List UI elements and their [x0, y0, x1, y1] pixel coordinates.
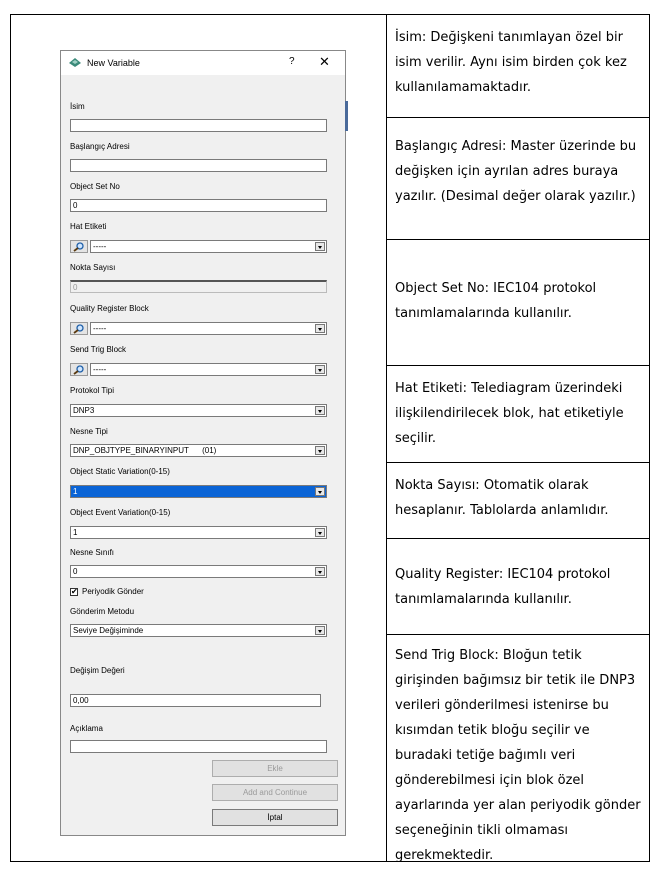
hat-etiketi-label: Hat Etiketi — [70, 222, 107, 231]
nesne-tipi-value: DNP_OBJTYPE_BINARYINPUT (01) — [73, 446, 217, 455]
event-variation-select[interactable] — [70, 526, 327, 539]
degisim-degeri-label: Değişim Değeri — [70, 666, 125, 675]
chevron-down-icon[interactable] — [315, 365, 325, 374]
hat-etiketi-value: ----- — [93, 242, 107, 251]
quality-register-label: Quality Register Block — [70, 304, 149, 313]
baslangic-adresi-label: Başlangıç Adresi — [70, 142, 130, 151]
chevron-down-icon[interactable] — [315, 626, 325, 635]
chevron-down-icon[interactable] — [315, 567, 325, 576]
protokol-tipi-select[interactable] — [70, 404, 327, 417]
hat-etiketi-select[interactable] — [90, 240, 327, 253]
iptal-button[interactable]: İptal — [212, 809, 338, 826]
chevron-down-icon[interactable] — [315, 528, 325, 537]
description-column — [387, 15, 649, 861]
periyodik-gonder-label: Periyodik Gönder — [82, 587, 144, 596]
background-window-edge — [345, 101, 348, 131]
dialog-title: New Variable — [87, 58, 140, 68]
isim-input[interactable] — [70, 119, 327, 132]
object-set-no-input[interactable]: 0 — [70, 199, 327, 212]
object-set-no-label: Object Set No — [70, 182, 120, 191]
nesne-tipi-select[interactable] — [70, 444, 327, 457]
baslangic-adresi-input[interactable] — [70, 159, 327, 172]
send-trig-label: Send Trig Block — [70, 345, 127, 354]
nesne-sinifi-select[interactable] — [70, 565, 327, 578]
description-nokta-sayisi — [387, 462, 649, 538]
gonderim-metodu-label: Gönderim Metodu — [70, 607, 135, 616]
new-variable-dialog — [60, 50, 346, 836]
nokta-sayisi-field: 0 — [70, 280, 327, 293]
add-and-continue-button[interactable]: Add and Continue — [212, 784, 338, 801]
app-icon — [69, 58, 81, 67]
description-isim — [387, 15, 649, 117]
chevron-down-icon[interactable] — [315, 406, 325, 415]
screenshot-cell — [11, 15, 387, 861]
description-baslangic-adresi — [387, 117, 649, 239]
hat-etiketi-search-button[interactable] — [70, 240, 88, 253]
ekle-button[interactable]: Ekle — [212, 760, 338, 777]
help-button[interactable]: ? — [289, 56, 295, 67]
periyodik-gonder-checkbox[interactable]: ✔ — [71, 587, 78, 596]
chevron-down-icon[interactable] — [315, 324, 325, 333]
quality-register-search-button[interactable] — [70, 322, 88, 335]
static-variation-select[interactable] — [70, 485, 327, 498]
description-text: Quality Register: IEC104 protokol tanımlamalarında kullanılır. — [395, 567, 611, 607]
description-text: İsim: Değişkeni tanımlayan özel bir isim verilir. Aynı isim birden çok kez kullanılamamaktadır. — [395, 30, 627, 95]
description-send-trig-block — [387, 634, 649, 861]
static-variation-label: Object Static Variation(0-15) — [70, 467, 170, 476]
nokta-sayisi-label: Nokta Sayısı — [70, 263, 116, 272]
isim-label: İsim — [70, 102, 85, 111]
description-quality-register — [387, 538, 649, 634]
static-variation-value: 1 — [73, 487, 78, 496]
document-table — [10, 14, 650, 862]
description-text: Başlangıç Adresi: Master üzerinde bu değişken için ayrılan adres buraya yazılır. (Desimal değer olarak yazılır.) — [395, 139, 637, 204]
magnifier-icon — [73, 242, 85, 252]
chevron-down-icon[interactable] — [315, 242, 325, 251]
aciklama-label: Açıklama — [70, 724, 103, 733]
chevron-down-icon[interactable] — [315, 446, 325, 455]
description-text: Nokta Sayısı: Otomatik olarak hesaplanır. Tablolarda anlamlıdır. — [395, 478, 609, 518]
event-variation-value: 1 — [73, 528, 78, 537]
chevron-down-icon[interactable] — [315, 487, 325, 496]
protokol-tipi-label: Protokol Tipi — [70, 386, 115, 395]
close-button[interactable]: ✕ — [319, 54, 330, 69]
quality-register-select[interactable] — [90, 322, 327, 335]
aciklama-input[interactable] — [70, 740, 327, 753]
nesne-sinifi-value: 0 — [73, 567, 78, 576]
magnifier-icon — [73, 324, 85, 334]
description-text: Object Set No: IEC104 protokol tanımlamalarında kullanılır. — [395, 281, 597, 321]
nesne-tipi-label: Nesne Tipi — [70, 427, 108, 436]
degisim-degeri-input[interactable]: 0,00 — [70, 694, 321, 707]
send-trig-search-button[interactable] — [70, 363, 88, 376]
description-text: Send Trig Block: Bloğun tetik girişinden bağımsız bir tetik ile DNP3 verileri gönderilmesi istenirse bu kısımdan tetik bloğu seçilir ve buradaki tetiğe bağımlı veri gönderebilmesi için blok özel ayarlarında yer alan periyodik gönder seçeneğinin tikli olmaması gerekmektedir. — [395, 648, 641, 863]
description-text: Hat Etiketi: Telediagram üzerindeki ilişkilendirilecek blok, hat etiketiyle seçilir. — [395, 381, 624, 446]
dialog-titlebar — [61, 51, 345, 75]
send-trig-value: ----- — [93, 365, 107, 374]
send-trig-select[interactable] — [90, 363, 327, 376]
protokol-tipi-value: DNP3 — [73, 406, 95, 415]
gonderim-metodu-select[interactable] — [70, 624, 327, 637]
nesne-sinifi-label: Nesne Sınıfı — [70, 548, 115, 557]
description-object-set-no — [387, 239, 649, 365]
description-hat-etiketi — [387, 365, 649, 462]
event-variation-label: Object Event Variation(0-15) — [70, 508, 171, 517]
magnifier-icon — [73, 365, 85, 375]
gonderim-metodu-value: Seviye Değişiminde — [73, 626, 144, 635]
quality-register-value: ----- — [93, 324, 107, 333]
